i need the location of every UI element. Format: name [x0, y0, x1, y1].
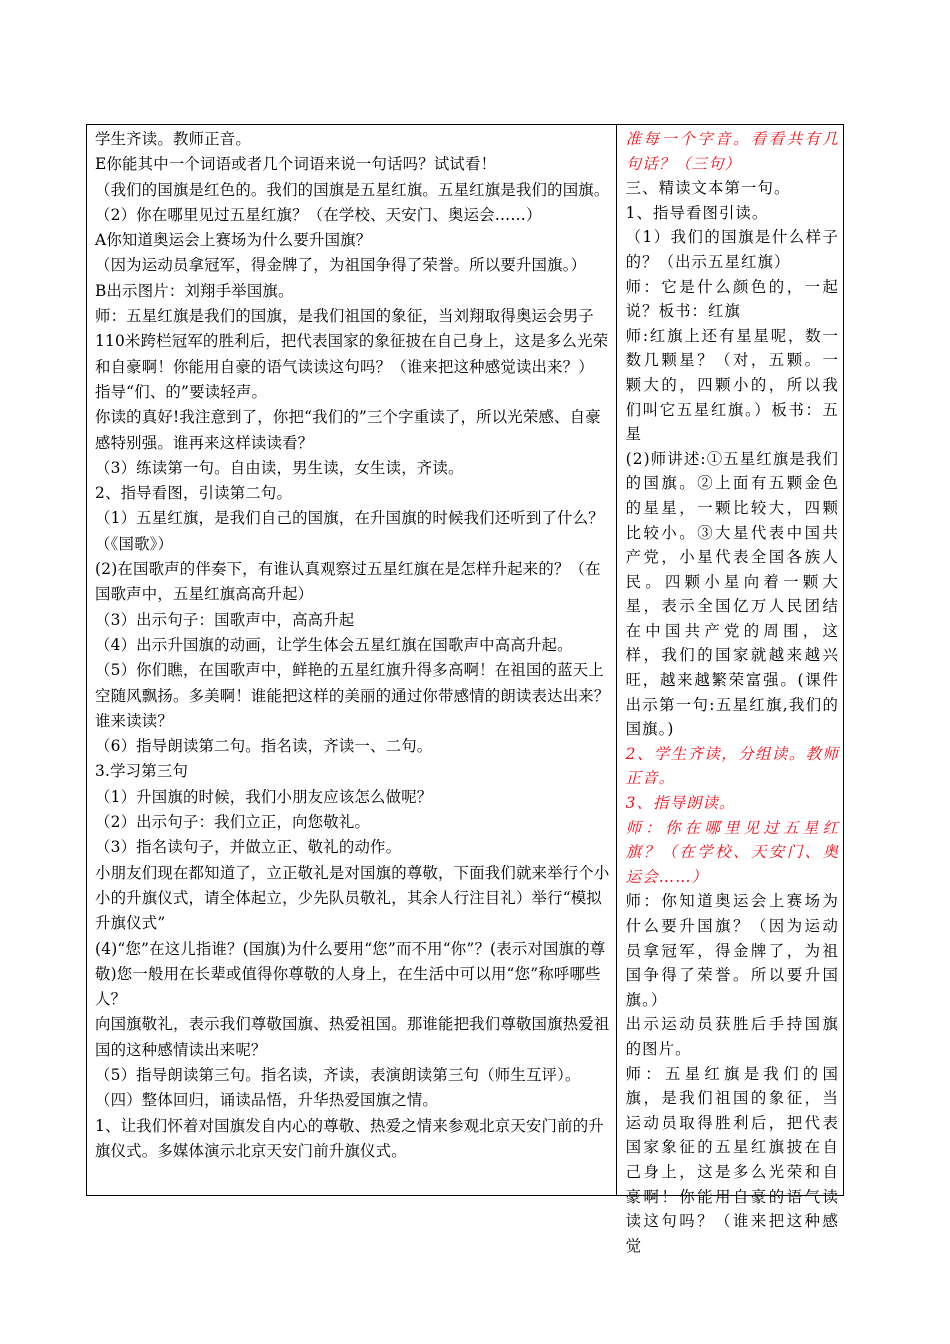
left-paragraph: A你知道奥运会上赛场为什么要升国旗？	[95, 231, 372, 250]
left-paragraph: （5）你们瞧，在国歌声中，鲜艳的五星红旗升得多高啊！在祖国的蓝天上空随风飘扬。多美啊！谁能把这样的美丽的通过你带感情的朗读表达出来？谁来读读？	[95, 661, 610, 730]
left-paragraph: 师：五星红旗是我们的国旗，是我们祖国的象征，当刘翔取得奥运会男子110米跨栏冠军的胜利后，把代表国家的象征披在自己身上，这是多么光荣和自豪啊！你能用自豪的语气读读这句吗？（谁来把这种感觉读出来？）	[95, 307, 609, 376]
right-paragraph: 出示运动员获胜后手持国旗的图片。	[625, 1015, 839, 1058]
left-paragraph: （3）练读第一句。自由读，男生读，女生读，齐读。	[95, 458, 464, 477]
left-paragraph: 学生齐读。教师正音。	[95, 130, 251, 148]
left-paragraph: （3）指名读句子，并做立正、敬礼的动作。	[95, 838, 402, 857]
left-paragraph: （6）指导朗读第二句。指名读，齐读一、二句。	[95, 737, 433, 756]
left-paragraph: （1）升国旗的时候，我们小朋友应该怎么做呢？	[95, 787, 433, 806]
right-paragraph: （1）我们的国旗是什么样子的？（出示五星红旗）	[625, 228, 839, 271]
right-paragraph: 三、精读文本第一句。	[625, 179, 791, 198]
left-paragraph: （因为运动员拿冠军，得金牌了，为祖国争得了荣誉。所以要升国旗。）	[95, 256, 587, 275]
left-paragraph: （2）出示句子：我们立正，向您敬礼。	[95, 813, 371, 832]
right-paragraph: (2)师讲述:①五星红旗是我们的国旗。②上面有五颗金色的星星，一颗比较大，四颗比较小。③大星代表中国共产党，小星代表全国各族人民。四颗小星向着一颗大星，表示全国亿万人民团结在中国共产党的周围，这样，我们的国家就越来越兴旺，越来越繁荣富强。(课件出示第一句:五星红旗,我们的国旗。)	[625, 449, 839, 739]
right-paragraph: 师：你在哪里见过五星红旗？（在学校、天安门、奥运会……）	[625, 818, 839, 886]
right-paragraph: 1、指导看图引读。	[625, 203, 769, 222]
left-paragraph: 1、让我们怀着对国旗发自内心的尊敬、热爱之情来参观北京天安门前的升旗仪式。多媒体演示北京天安门前升旗仪式。	[95, 1116, 604, 1160]
right-paragraph: 准每一个字音。看看共有几句话？（三句）	[625, 130, 839, 173]
lesson-plan-table	[86, 124, 844, 1255]
left-paragraph: （4）出示升国旗的动画，让学生体会五星红旗在国歌声中高高升起。	[95, 635, 573, 654]
left-paragraph: （2）你在哪里见过五星红旗？（在学校、天安门、奥运会……）	[95, 205, 542, 224]
left-paragraph: 向国旗敬礼，表示我们尊敬国旗、热爱祖国。那谁能把我们尊敬国旗热爱祖国的这种感情读出来呢？	[95, 1015, 610, 1059]
left-paragraph: (2)在国歌声的伴奏下，有谁认真观察过五星红旗在是怎样升起来的？（在国歌声中，五星红旗高高升起）	[95, 560, 601, 604]
right-paragraph: 师：五星红旗是我们的国旗，是我们祖国的象征，当运动员取得胜利后，把代表国家象征的五星红旗披在自己身上，这是多么光荣和自豪啊！你能用自豪的语气读读这句吗？（谁来把这种感觉	[625, 1064, 839, 1255]
right-paragraph: 师:红旗上还有星星呢，数一数几颗星？（对，五颗。一颗大的，四颗小的，所以我们叫它五星红旗。）板书：五星	[625, 326, 839, 444]
left-paragraph: (4)“您”在这儿指谁？(国旗)为什么要用“您”而不用“你”？(表示对国旗的尊敬)您一般用在长辈或值得你尊敬的人身上，在生活中可以用“您”称呼哪些人？	[95, 939, 606, 1009]
left-paragraph: E你能其中一个词语或者几个词语来说一句话吗？试试看！	[95, 155, 497, 174]
left-paragraph: B出示图片：刘翔手举国旗。	[95, 281, 294, 300]
right-paragraph: 师：它是什么颜色的，一起说？板书：红旗	[625, 277, 839, 321]
right-paragraph: 师：你知道奥运会上赛场为什么要升国旗？（因为运动员拿冠军，得金牌了，为祖国争得了荣誉。所以要升国旗。）	[625, 892, 839, 1009]
left-paragraph: （1）五星红旗，是我们自己的国旗，在升国旗的时候我们还听到了什么？（《国歌》）	[95, 509, 604, 553]
right-paragraph: 2、学生齐读，分组读。教师正音。	[625, 744, 839, 788]
left-paragraph: 2、指导看图，引读第二句。	[95, 484, 293, 503]
left-paragraph: （四）整体回归，诵读品悟，升华热爱国旗之情。	[95, 1091, 438, 1110]
left-paragraph: （3）出示句子：国歌声中，高高升起	[95, 610, 355, 629]
left-column	[87, 125, 617, 1195]
left-paragraph: 指导“们、的”要读轻声。	[95, 382, 268, 401]
left-paragraph: 3.学习第三句	[95, 762, 189, 781]
right-column	[617, 125, 843, 1255]
left-paragraph: 你读的真好!我注意到了，你把“我们的”三个字重读了，所以光荣感、自豪感特别强。谁再来这样读读看？	[95, 408, 601, 452]
left-paragraph: 小朋友们现在都知道了，立正敬礼是对国旗的尊敬，下面我们就来举行个小小的升旗仪式，请全体起立，少先队员敬礼，其余人行注目礼）举行“模拟升旗仪式”	[95, 863, 610, 933]
left-paragraph: （我们的国旗是红色的。我们的国旗是五星红旗。五星红旗是我们的国旗。	[95, 180, 610, 199]
right-paragraph: 3、指导朗读。	[625, 794, 736, 813]
left-paragraph: （5）指导朗读第三句。指名读，齐读，表演朗读第三句（师生互评）。	[95, 1065, 581, 1084]
